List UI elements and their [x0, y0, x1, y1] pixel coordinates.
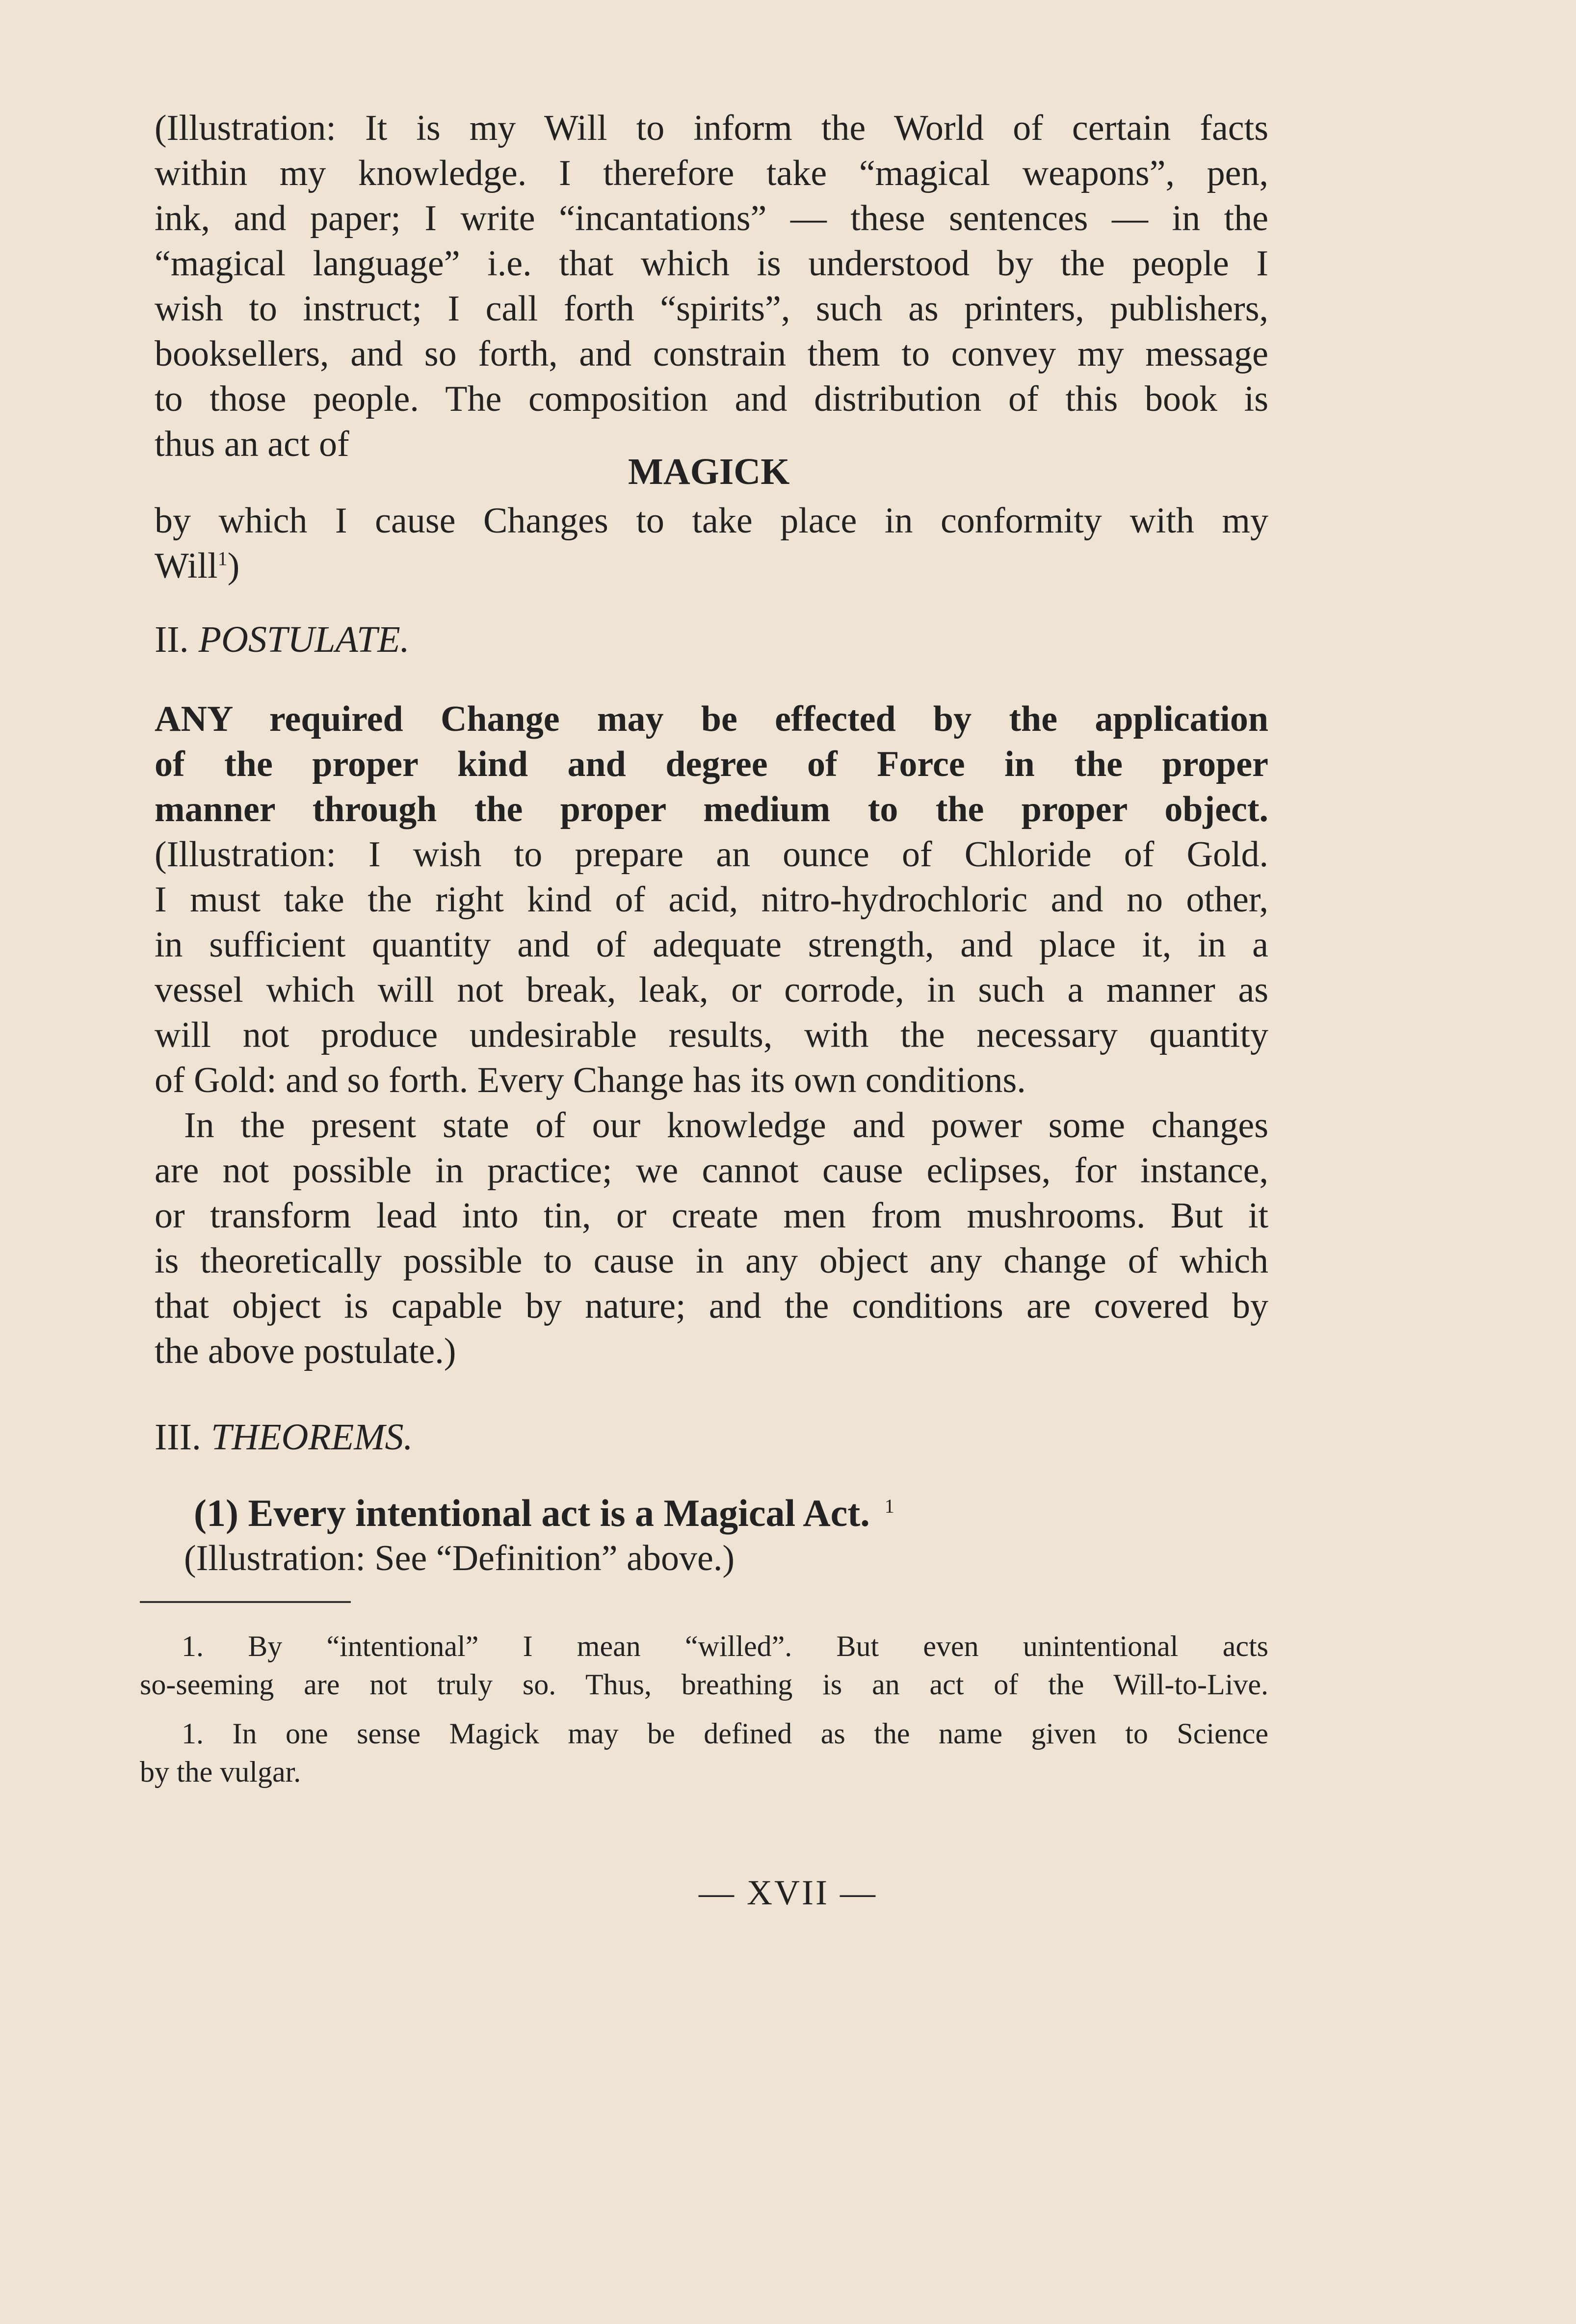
theorem-text: (1) Every intentional act is a Magical Act.: [194, 1492, 870, 1534]
postulate-line: ANY required Change may be effected by the application: [155, 699, 1268, 739]
section-title: POSTULATE.: [198, 619, 410, 660]
text-line: In the present state of our knowledge and power some changes: [184, 1105, 1268, 1146]
section-number: II.: [155, 619, 189, 660]
closing-paren: ): [227, 546, 240, 586]
text-line: are not possible in practice; we cannot cause eclipses, for instance,: [155, 1150, 1268, 1191]
magick-heading: MAGICK: [628, 451, 790, 492]
text-line: wish to instruct; I call forth “spirits”, such as printers, publishers,: [155, 289, 1268, 329]
text-line: (Illustration: I wish to prepare an ounce of Chloride of Gold.: [155, 834, 1268, 875]
footnote-line: 1. In one sense Magick may be defined as the name given to Science: [182, 1717, 1268, 1750]
text-line: ink, and paper; I write “incantations” — these sentences — in the: [155, 198, 1268, 239]
text-line: (Illustration: It is my Will to inform the World of certain facts: [155, 108, 1268, 148]
footnote-line: so-seeming are not truly so. Thus, breathing is an act of the Will-to-Live.: [140, 1668, 1268, 1701]
footnote-line: 1. By “intentional” I mean “willed”. But even unintentional acts: [182, 1630, 1268, 1662]
theorem-1: [194, 1491, 1268, 1536]
postulate-line: of the proper kind and degree of Force in the proper: [155, 744, 1268, 784]
text-line: (Illustration: See “Definition” above.): [184, 1538, 735, 1578]
footnote-rule: [140, 1601, 351, 1603]
text-line: of Gold: and so forth. Every Change has its own conditions.: [155, 1060, 1026, 1100]
text-line: will not produce undesirable results, with the necessary quantity: [155, 1015, 1268, 1055]
text-line: is theoretically possible to cause in any object any change of which: [155, 1241, 1268, 1281]
footnote-ref: 1: [217, 547, 228, 570]
section-title: THEOREMS.: [210, 1416, 413, 1458]
text-line: in sufficient quantity and of adequate strength, and place it, in a: [155, 925, 1268, 965]
text-line: booksellers, and so forth, and constrain them to convey my message: [155, 334, 1268, 374]
will-word: Will: [155, 546, 218, 586]
text-line: to those people. The composition and distribution of this book is: [155, 379, 1268, 419]
text-line: by which I cause Changes to take place in conformity with my: [155, 501, 1268, 541]
section-heading-theorems: [155, 1415, 413, 1460]
text-line: within my knowledge. I therefore take “magical weapons”, pen,: [155, 153, 1268, 193]
text-line: “magical language” i.e. that which is understood by the people I: [155, 243, 1268, 284]
footnote-ref: 1: [884, 1495, 894, 1517]
text-line: the above postulate.): [155, 1331, 456, 1371]
text-line: I must take the right kind of acid, nitro-hydrochloric and no other,: [155, 880, 1268, 920]
text-line: thus an act of: [155, 424, 349, 464]
text-line: vessel which will not break, leak, or corrode, in such a manner as: [155, 970, 1268, 1010]
page-number: — XVII —: [699, 1873, 877, 1912]
section-heading-postulate: [155, 617, 410, 662]
section-number: III.: [155, 1416, 201, 1458]
postulate-line: manner through the proper medium to the proper object.: [155, 789, 1268, 829]
footnote-line: by the vulgar.: [140, 1756, 301, 1788]
text-line: that object is capable by nature; and the conditions are covered by: [155, 1286, 1268, 1326]
text-line: or transform lead into tin, or create men from mushrooms. But it: [155, 1196, 1268, 1236]
text-line: [155, 543, 1268, 588]
